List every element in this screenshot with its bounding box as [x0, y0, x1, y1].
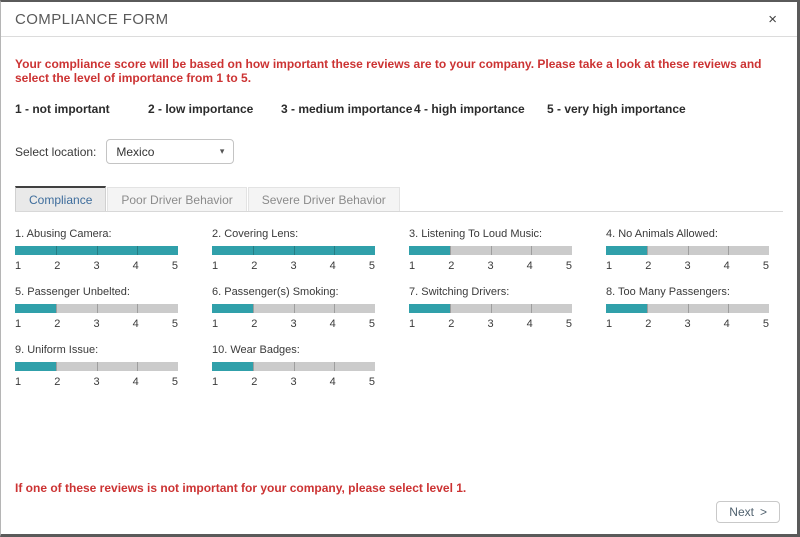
tick-mark — [294, 362, 295, 371]
legend-item-3: 3 - medium importance — [281, 102, 413, 116]
slider-track[interactable] — [15, 362, 178, 371]
slider-track[interactable] — [606, 304, 769, 313]
scale-number: 3 — [93, 260, 100, 272]
next-button[interactable] — [716, 501, 780, 523]
location-row — [15, 139, 783, 164]
scale-number: 4 — [329, 376, 336, 388]
tick-mark — [56, 362, 57, 371]
chevron-right-icon: > — [759, 505, 767, 519]
slider-track[interactable] — [212, 246, 375, 255]
slider-item-10 — [212, 344, 375, 388]
scale-number: 4 — [526, 318, 533, 330]
tick-mark — [253, 362, 254, 371]
slider-track[interactable] — [15, 304, 178, 313]
slider-scale — [409, 260, 572, 272]
tick-mark — [647, 304, 648, 313]
note-text: If one of these reviews is not important for your company, please select level 1. — [15, 481, 467, 495]
slider-fill — [212, 304, 253, 313]
slider-item-1 — [15, 228, 178, 272]
next-button-label: Next — [729, 505, 754, 519]
slider-track[interactable] — [606, 246, 769, 255]
legend-item-1: 1 - not important — [15, 102, 110, 116]
scale-number: 2 — [448, 260, 455, 272]
tick-mark — [450, 304, 451, 313]
slider-fill — [15, 362, 56, 371]
scale-number: 5 — [565, 318, 572, 330]
slider-scale — [606, 318, 769, 330]
slider-fill — [606, 246, 647, 255]
tick-mark — [688, 246, 689, 255]
scale-number: 4 — [132, 260, 139, 272]
scale-number: 3 — [290, 260, 297, 272]
tick-mark — [253, 246, 254, 255]
scale-number: 1 — [212, 318, 219, 330]
scale-number: 3 — [684, 318, 691, 330]
dialog-footer — [1, 501, 797, 523]
tick-mark — [491, 304, 492, 313]
location-label: Select location: — [15, 144, 97, 159]
slider-scale — [409, 318, 572, 330]
scale-number: 1 — [212, 376, 219, 388]
slider-fill — [409, 304, 450, 313]
slider-label: 9. Uniform Issue: — [15, 344, 99, 356]
scale-number: 4 — [132, 318, 139, 330]
slider-scale — [212, 376, 375, 388]
scale-number: 4 — [526, 260, 533, 272]
slider-scale — [15, 318, 178, 330]
slider-track[interactable] — [409, 246, 572, 255]
tick-mark — [647, 246, 648, 255]
chevron-down-icon: ▾ — [219, 146, 225, 156]
scale-number: 5 — [171, 376, 178, 388]
slider-label: 7. Switching Drivers: — [409, 286, 510, 298]
tab-poor-driver-behavior[interactable]: Poor Driver Behavior — [107, 187, 246, 211]
slider-item-8 — [606, 286, 769, 330]
scale-number: 1 — [606, 260, 613, 272]
tick-mark — [728, 246, 729, 255]
tab-severe-driver-behavior[interactable]: Severe Driver Behavior — [248, 187, 400, 211]
slider-track[interactable] — [15, 246, 178, 255]
slider-track[interactable] — [409, 304, 572, 313]
slider-item-2 — [212, 228, 375, 272]
tab-bar — [15, 186, 783, 212]
tick-mark — [531, 304, 532, 313]
tab-compliance[interactable]: Compliance — [15, 186, 106, 211]
scale-number: 3 — [487, 318, 494, 330]
slider-item-5 — [15, 286, 178, 330]
tick-mark — [294, 246, 295, 255]
scale-number: 5 — [368, 260, 375, 272]
slider-scale — [606, 260, 769, 272]
slider-label: 3. Listening To Loud Music: — [409, 228, 543, 240]
sliders-grid — [15, 228, 783, 388]
slider-label: 5. Passenger Unbelted: — [15, 286, 130, 298]
scale-number: 4 — [723, 260, 730, 272]
scale-number: 3 — [290, 318, 297, 330]
slider-label: 2. Covering Lens: — [212, 228, 299, 240]
scale-number: 2 — [251, 318, 258, 330]
scale-number: 3 — [684, 260, 691, 272]
tick-mark — [97, 362, 98, 371]
scale-number: 5 — [762, 260, 769, 272]
scale-number: 2 — [645, 318, 652, 330]
scale-number: 3 — [487, 260, 494, 272]
slider-item-3 — [409, 228, 572, 272]
scale-number: 4 — [329, 260, 336, 272]
instruction-text: Your compliance score will be based on how important these reviews are to your company. Please take a look at these reviews and select the level of importance from 1 to 5. — [15, 57, 762, 85]
legend-item-5: 5 - very high importance — [547, 102, 686, 116]
tick-mark — [491, 246, 492, 255]
slider-scale — [15, 376, 178, 388]
tick-mark — [334, 304, 335, 313]
legend-item-4: 4 - high importance — [414, 102, 525, 116]
slider-label: 4. No Animals Allowed: — [606, 228, 718, 240]
slider-fill — [606, 304, 647, 313]
location-dropdown-value: Mexico — [116, 144, 155, 159]
slider-fill — [409, 246, 450, 255]
scale-number: 5 — [368, 376, 375, 388]
location-dropdown[interactable] — [106, 139, 234, 164]
scale-number: 2 — [54, 376, 61, 388]
importance-legend — [15, 102, 783, 116]
tick-mark — [450, 246, 451, 255]
tick-mark — [334, 246, 335, 255]
scale-number: 5 — [565, 260, 572, 272]
scale-number: 1 — [409, 318, 416, 330]
slider-item-4 — [606, 228, 769, 272]
tick-mark — [97, 304, 98, 313]
slider-fill — [212, 362, 253, 371]
tick-mark — [253, 304, 254, 313]
slider-item-6 — [212, 286, 375, 330]
slider-scale — [212, 318, 375, 330]
scale-number: 2 — [54, 318, 61, 330]
scale-number: 5 — [171, 318, 178, 330]
scale-number: 2 — [54, 260, 61, 272]
tick-mark — [56, 246, 57, 255]
dialog-title: COMPLIANCE FORM — [15, 10, 169, 28]
tick-mark — [294, 304, 295, 313]
scale-number: 1 — [15, 260, 22, 272]
scale-number: 1 — [15, 376, 22, 388]
slider-item-9 — [15, 344, 178, 388]
legend-item-2: 2 - low importance — [148, 102, 254, 116]
scale-number: 5 — [762, 318, 769, 330]
slider-item-7 — [409, 286, 572, 330]
slider-label: 10. Wear Badges: — [212, 344, 300, 356]
slider-label: 1. Abusing Camera: — [15, 228, 112, 240]
scale-number: 5 — [368, 318, 375, 330]
slider-label: 6. Passenger(s) Smoking: — [212, 286, 339, 298]
tick-mark — [137, 246, 138, 255]
tick-mark — [531, 246, 532, 255]
dialog-content — [1, 57, 797, 495]
scale-number: 1 — [15, 318, 22, 330]
slider-label: 8. Too Many Passengers: — [606, 286, 730, 298]
tick-mark — [97, 246, 98, 255]
tick-mark — [137, 362, 138, 371]
scale-number: 1 — [212, 260, 219, 272]
scale-number: 3 — [290, 376, 297, 388]
tick-mark — [56, 304, 57, 313]
tick-mark — [688, 304, 689, 313]
scale-number: 3 — [93, 318, 100, 330]
scale-number: 4 — [132, 376, 139, 388]
close-icon[interactable]: × — [768, 10, 777, 28]
slider-scale — [15, 260, 178, 272]
tick-mark — [137, 304, 138, 313]
scale-number: 1 — [606, 318, 613, 330]
scale-number: 4 — [723, 318, 730, 330]
dialog-titlebar — [1, 2, 797, 37]
scale-number: 3 — [93, 376, 100, 388]
tick-mark — [334, 362, 335, 371]
scale-number: 4 — [329, 318, 336, 330]
scale-number: 2 — [251, 260, 258, 272]
tick-mark — [728, 304, 729, 313]
scale-number: 2 — [251, 376, 258, 388]
scale-number: 2 — [645, 260, 652, 272]
scale-number: 2 — [448, 318, 455, 330]
scale-number: 5 — [171, 260, 178, 272]
slider-scale — [212, 260, 375, 272]
slider-track[interactable] — [212, 304, 375, 313]
slider-track[interactable] — [212, 362, 375, 371]
scale-number: 1 — [409, 260, 416, 272]
slider-fill — [15, 304, 56, 313]
